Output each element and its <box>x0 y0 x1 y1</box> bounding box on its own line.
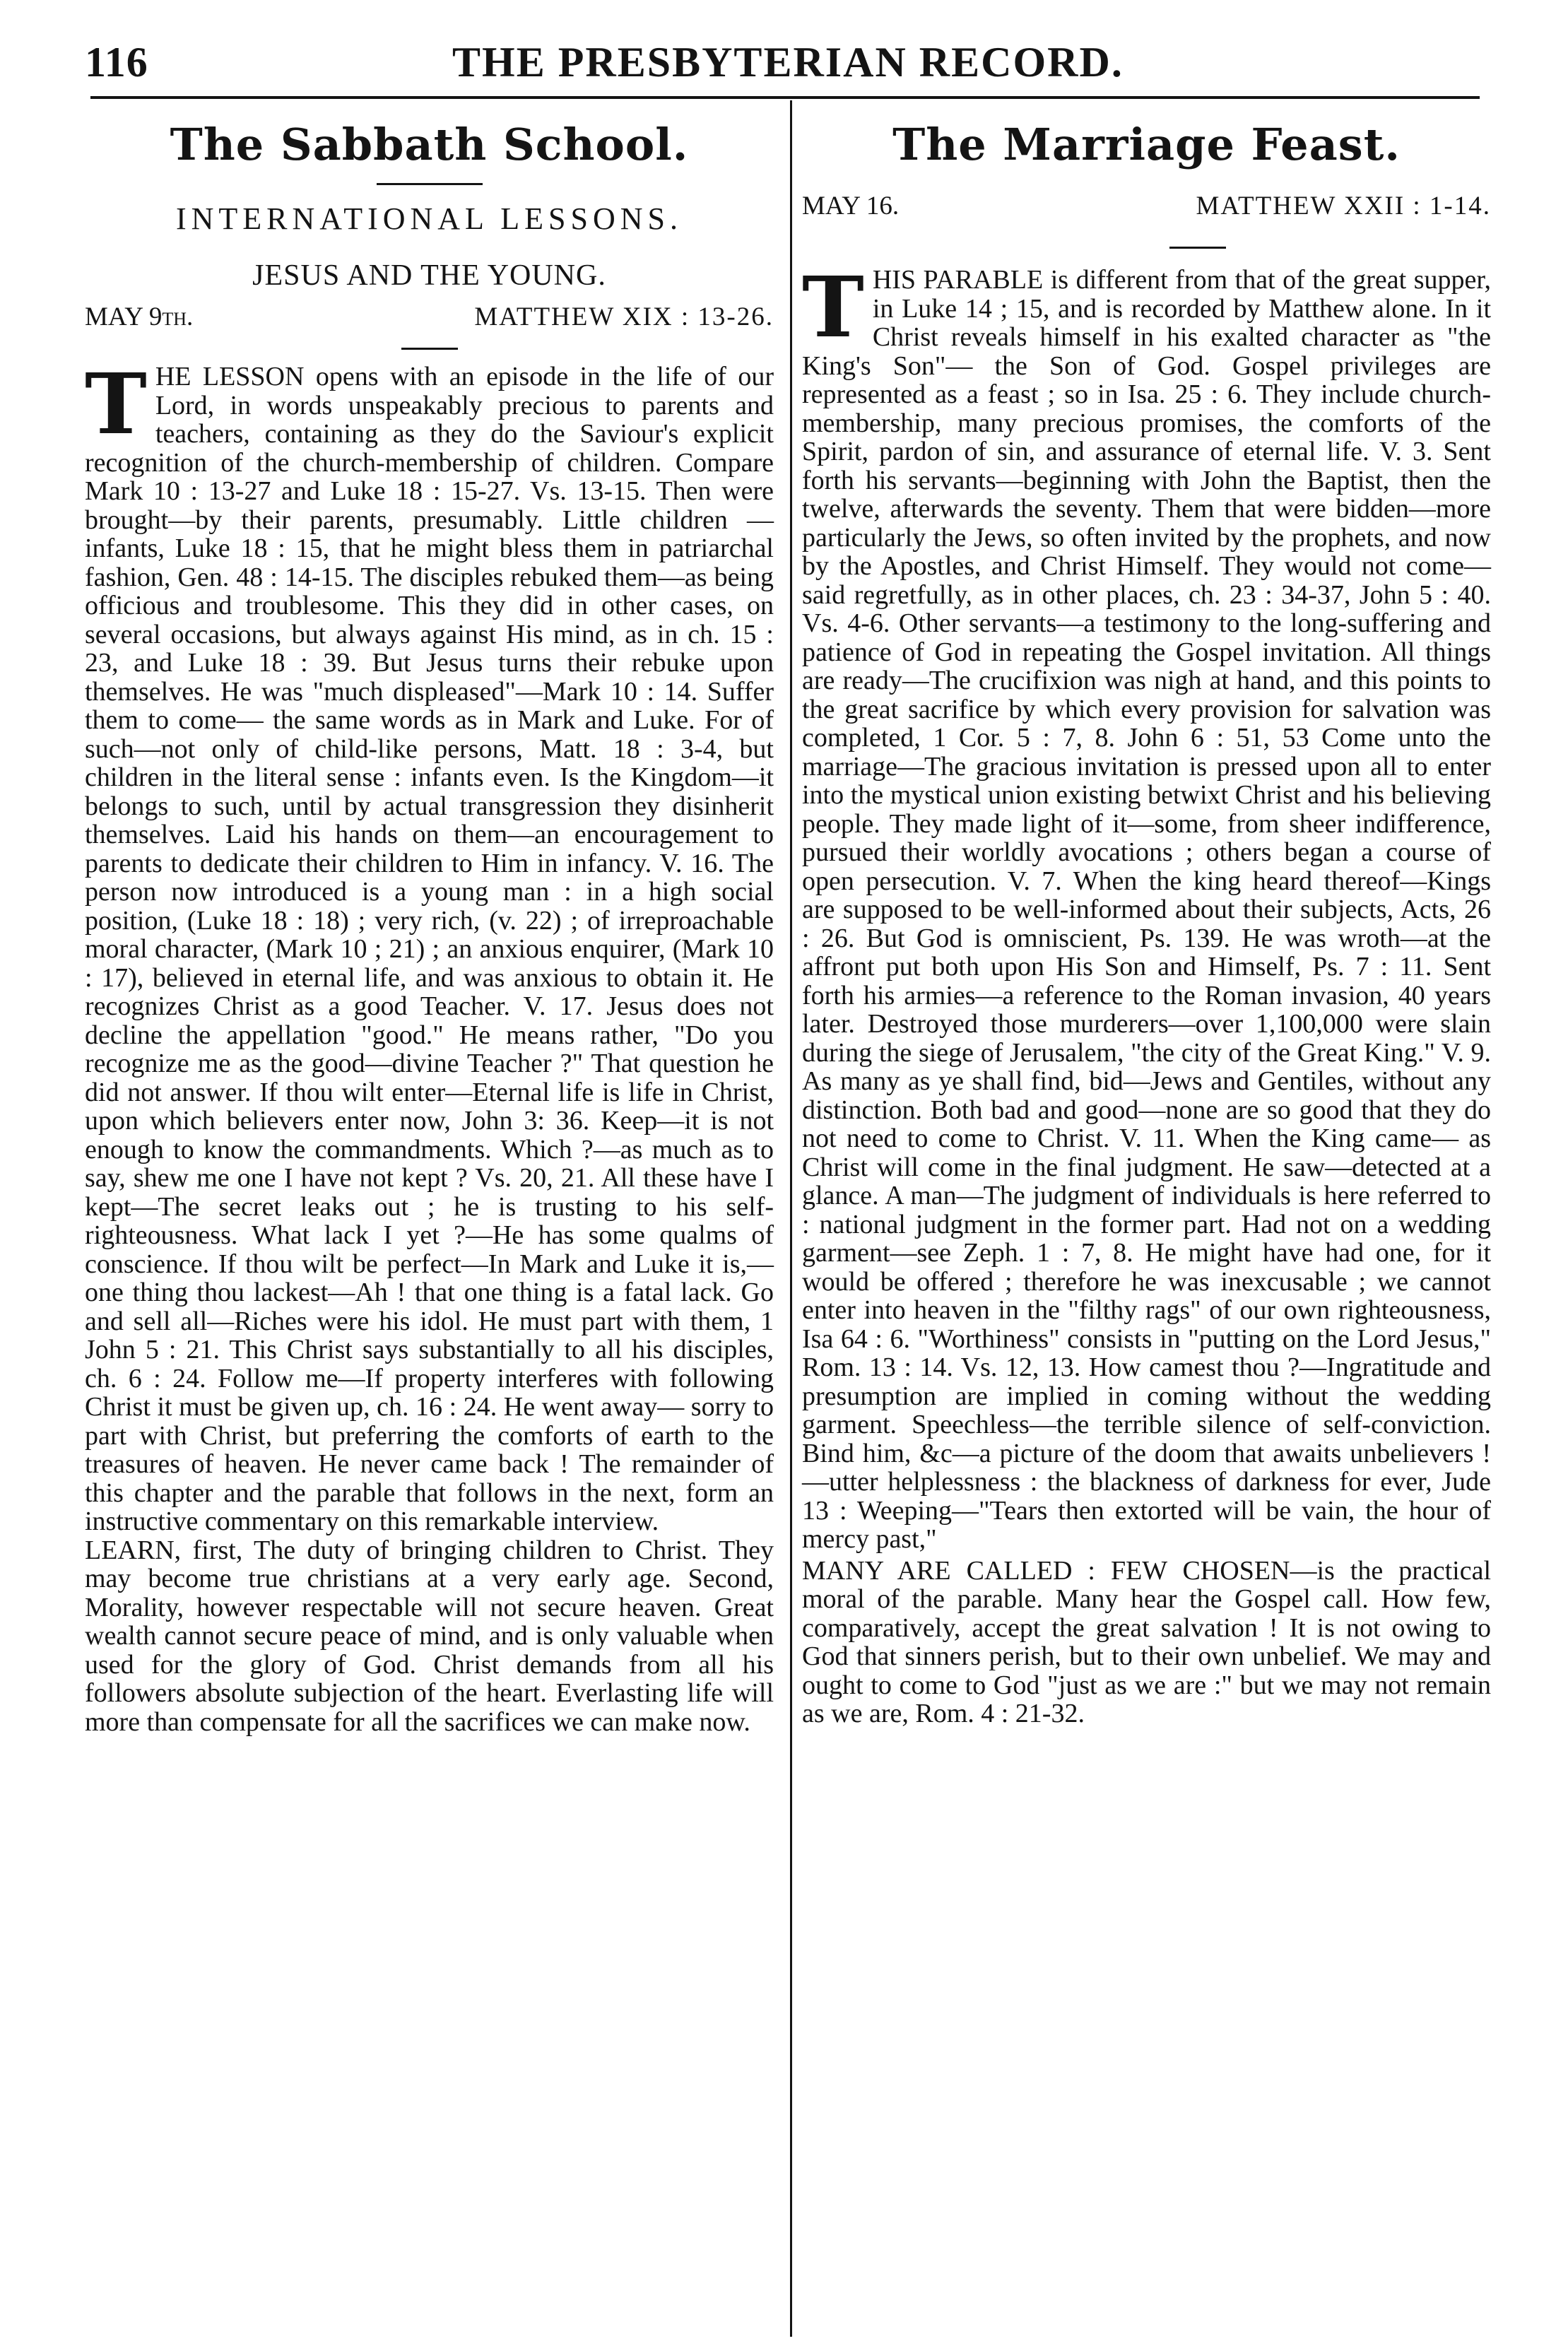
closing-paragraph <box>802 1557 1491 1728</box>
drop-cap: T <box>85 355 147 453</box>
lesson-date: MAY 9th. <box>85 302 194 331</box>
meta-rule <box>401 348 458 350</box>
section-title-sabbath-school: The Sabbath School. <box>170 119 689 170</box>
lead-in: HIS PARABLE <box>872 265 1044 295</box>
lesson-meta <box>85 298 774 336</box>
title-rule <box>377 183 483 185</box>
lesson-date: MAY 16. <box>802 191 900 220</box>
lesson-paragraph <box>85 355 774 1536</box>
scripture-reference: MATTHEW XXII : 1-14. <box>1196 191 1491 220</box>
section-title-marriage-feast: The Marriage Feast. <box>892 119 1401 170</box>
journal-title: THE PRESBYTERIAN RECORD. <box>452 39 1124 85</box>
paragraph-text: is different from that of the great supper, in Luke 14 ; 15, and is recorded by Matthew alone. In it Christ reveals himself in his exalted character as "the King's Son"— the Son of God. Gospel privileges are represented as a feast ; so in Isa. 25 : 6. They include church-membership, many precious promises, the comforts of the Spirit, pardon of sin, and assurance of eternal life. V. 3. Sent forth his servants—beginning with John the Baptist, then the twelve, afterwards the seventy. Them that were bidden—more particularly the Jews, so often invited by the prophets, and now by the Apostles, and Christ Himself. They would not come—said regretfully, as in other places, ch. 23 : 34-37, John 5 : 40. Vs. 4-6. Other servants—a testimony to the long-suffering and patience of God in repeating the Gospel invitation. All things are ready—The crucifixion was nigh at hand, and this points to the great sacrifice by which every provision for salvation was completed, 1 Cor. 5 : 7, 8. John 6 : 51, 53 Come unto the marriage—The gracious invitation is pressed upon all to enter into the mystical union existing betwixt Christ and his believing people. They made light of it—some, from sheer indifference, pursued their worldly avocations ; others began a course of open persecution. V. 7. When the king heard thereof—Kings are supposed to be well-informed about their subjects, Acts, 26 : 26. But God is omniscient, Ps. 139. He was wroth—at the affront put both upon His Son and Himself, Ps. 7 : 11. Sent forth his armies—a reference to the Roman invasion, 40 years later. Destroyed those murderers—over 1,100,000 were slain during the siege of Jerusalem, "the city of the Great King." V. 9. As many as ye shall find, bid—Jews and Gentiles, without any distinction. Both bad and good—none are so good that they do not need to come to Christ. V. 11. When the King came— as Christ will come in the final judgment. He saw—detected at a glance. A man—The judgment of individuals is here referred to : national judgment in the former part. Had not on a wedding garment—see Zeph. 1 : 7, 8. He might have had one, for it would be offered ; therefore he was inexcusable ; we cannot enter into heaven in the "filthy rags" of our own righteousness, Isa 64 : 6. "Worthiness" consists in "putting on the Lord Jesus," Rom. 13 : 14. Vs. 12, 13. How camest thou ?—Ingratitude and presumption are implied in coming without the wedding garment. Speechless—the terrible silence of self-conviction. Bind him, &c—a picture of the doom that awaits unbelievers !—utter helplessness : the blackness of darkness for ever, Jude 13 : Weeping—"Tears then extorted will be vain, the hour of mercy past," <box>802 265 1491 1554</box>
meta-rule <box>1169 247 1226 249</box>
left-column <box>85 117 774 1736</box>
lesson-title: JESUS AND THE YOUNG. <box>252 259 606 292</box>
lesson-body <box>85 355 774 1737</box>
lesson-meta <box>802 187 1491 225</box>
drop-cap: T <box>802 258 864 356</box>
column-divider <box>790 100 792 2337</box>
right-column <box>802 117 1491 1728</box>
page-header <box>85 34 1491 90</box>
lead-in: HE LESSON <box>155 362 305 391</box>
lesson-body <box>802 258 1492 1728</box>
closing-text: —is the practical moral of the parable. Many hear the Gospel call. How few, comparatively, accept the great salvation ! It is not owing to God that sinners perish, but to their own unbelief. We may and ought to come to God "just as we are :" but we may not remain as we are, Rom. 4 : 21-32. <box>802 1555 1492 1728</box>
lesson-paragraph <box>802 258 1491 1554</box>
subheading-international-lessons: INTERNATIONAL LESSONS. <box>175 201 683 236</box>
paragraph-text: opens with an episode in the life of our Lord, in words unspeakably precious to parents and teachers, containing as they do the Saviour's explicit recognition of the church-membership of children. Compare Mark 10 : 13-27 and Luke 18 : 15-27. Vs. 13-15. Then were brought—by their parents, presumably. Little children — infants, Luke 18 : 15, that he might bless them in patriarchal fashion, Gen. 48 : 14-15. The disciples rebuked them—as being officious and troublesome. This they did in other cases, on several occasions, but always against His mind, as in ch. 15 : 23, and Luke 18 : 39. But Jesus turns their rebuke upon themselves. He was "much displeased"—Mark 10 : 14. Suffer them to come— the same words as in Mark and Luke. For of such—not only of child-like persons, Matt. 18 : 3-4, but children in the literal sense : infants even. Is the Kingdom—it belongs to such, until by actual transgression they disinherit themselves. Laid his hands on them—an encouragement to parents to dedicate their children to Him in infancy. V. 16. The person now introduced is a young man : in a high social position, (Luke 18 : 18) ; very rich, (v. 22) ; of irreproachable moral character, (Mark 10 ; 21) ; an anxious enquirer, (Mark 10 : 17), believed in eternal life, and was anxious to obtain it. He recognizes Christ as a good Teacher. V. 17. Jesus does not decline the appellation "good." He means rather, "Do you recognize me as the good—divine Teacher ?" That question he did not answer. If thou wilt enter—Eternal life is life in Christ, upon which believers enter now, John 3: 36. Keep—it is not enough to know the commandments. Which ?—as much as to say, shew me one I have not kept ? Vs. 20, 21. All these have I kept—The secret leaks out ; he is trusting to his self-righteousness. What lack I yet ?—He has some qualms of conscience. If thou wilt be perfect—In Mark and Luke it is,—one thing thou lackest—Ah ! that one thing is a fatal lack. Go and sell all—Riches were his idol. He must part with them, 1 John 5 : 21. This Christ says substantially to all his disciples, ch. 6 : 24. Follow me—If property interferes with following Christ it must be given up, ch. 16 : 24. He went away— sorry to part with Christ, but preferring the comforts of earth to the treasures of heaven. He never came back ! The remainder of this chapter and the parable that follows in the next, form an instructive commentary on this remarkable interview. <box>85 362 774 1536</box>
closing-lead-in: MANY ARE CALLED : FEW CHOSEN <box>802 1555 1290 1586</box>
scripture-reference: MATTHEW XIX : 13-26. <box>474 302 774 331</box>
page-number: 116 <box>85 39 148 85</box>
learn-paragraph: LEARN, first, The duty of bringing children to Christ. They may become true christians at a very early age. Second, Morality, however respectable will not secure heaven. Great wealth cannot secure peace of mind, and is only valuable when used for the glory of God. Christ demands from all his followers absolute subjection of the heart. Everlasting life will more than compensate for all the sacrifices we can make now. <box>85 1535 774 1737</box>
header-rule <box>90 96 1480 99</box>
